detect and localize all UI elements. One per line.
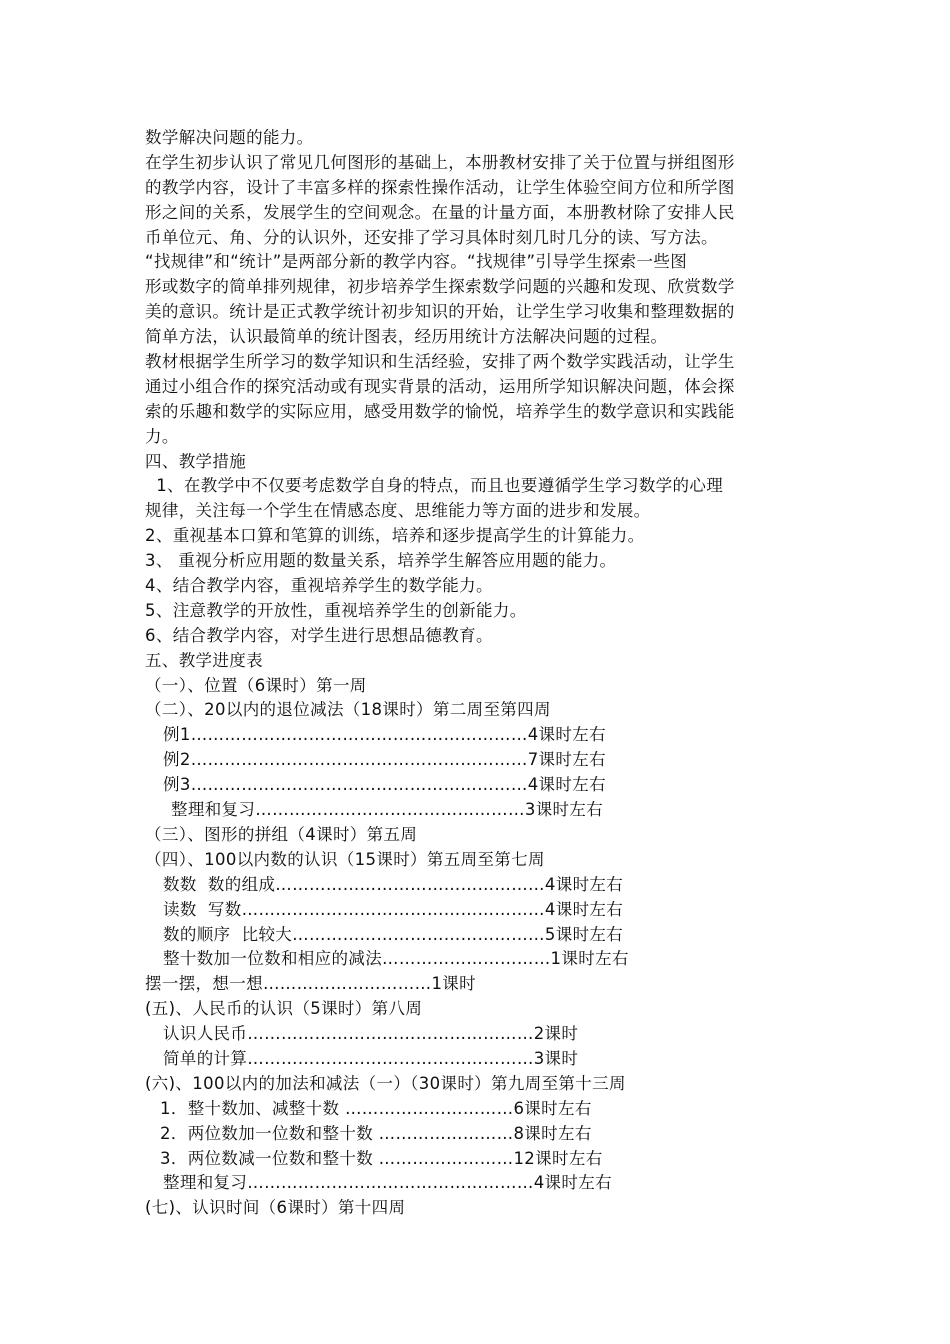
schedule-unit: (七)、认识时间（6课时）第十四周	[145, 1198, 406, 1218]
text-line: 的教学内容，设计了丰富多样的探索性操作活动，让学生体验空间方位和所学图	[145, 177, 735, 197]
text-line: 形或数字的简单排列规律，初步培养学生探索数学问题的兴趣和发现、欣赏数学	[145, 277, 735, 297]
text-line: 索的乐趣和数学的实际应用，感受用数学的愉悦，培养学生的数学意识和实践能	[145, 401, 735, 421]
schedule-item: 认识人民币……………………………………………2课时	[163, 1024, 579, 1044]
text-line: 币单位元、角、分的认识外，还安排了学习具体时刻几时几分的读、写方法。	[145, 227, 718, 247]
text-line: 简单方法，认识最简单的统计图表，经历用统计方法解决问题的过程。	[145, 327, 668, 347]
text-line: 1、在教学中不仅要考虑数学自身的特点，而且也要遵循学生学习数学的心理	[145, 476, 724, 496]
text-line: 通过小组合作的探究活动或有现实背景的活动，运用所学知识解决问题，体会探	[145, 376, 735, 396]
schedule-item: 数数 数的组成…………………………………………4课时左右	[163, 874, 624, 894]
section-heading: 五、教学进度表	[145, 650, 263, 670]
schedule-unit: （三）、图形的拼组（4课时）第五周	[145, 824, 418, 844]
text-line: 教材根据学生所学习的数学知识和生活经验，安排了两个数学实践活动，让学生	[145, 352, 735, 372]
document-page	[145, 126, 810, 1221]
text-line: 在学生初步认识了常见几何图形的基础上，本册教材安排了关于位置与拼组图形	[145, 152, 735, 172]
schedule-item: 3．两位数减一位数和整十数 ……………………12课时左右	[160, 1148, 603, 1168]
schedule-item: 读数 写数………………………………………………4课时左右	[163, 899, 624, 919]
schedule-unit: （一）、位置（6课时）第一周	[145, 675, 367, 695]
schedule-item: 例1……………………………………………………4课时左右	[163, 725, 606, 745]
text-line: 4、结合教学内容，重视培养学生的数学能力。	[145, 576, 493, 596]
text-line: 数学解决问题的能力。	[145, 128, 314, 147]
text-line: 美的意识。统计是正式教学统计初步知识的开始，让学生学习收集和整理数据的	[145, 302, 735, 322]
text-line: 5、注意教学的开放性，重视培养学生的创新能力。	[145, 600, 527, 620]
schedule-item: 2．两位数加一位数和整十数 ……………………8课时左右	[160, 1123, 592, 1143]
schedule-item: 数的顺序 比较大………………………………………5课时左右	[163, 924, 624, 944]
schedule-unit: （二）、20以内的退位减法（18课时）第二周至第四周	[145, 700, 551, 720]
schedule-item: 整理和复习…………………………………………3课时左右	[171, 800, 604, 820]
text-line: 6、结合教学内容，对学生进行思想品德教育。	[145, 625, 493, 645]
schedule-item: 例2……………………………………………………7课时左右	[163, 750, 606, 770]
schedule-item: 整理和复习……………………………………………4课时左右	[163, 1173, 612, 1193]
section-heading: 四、教学措施	[145, 451, 247, 471]
schedule-item: 摆一摆，想一想…………………………1课时	[145, 974, 476, 994]
schedule-unit: (六)、100以内的加法和减法（一）（30课时）第九周至第十三周	[145, 1073, 626, 1093]
text-line: 规律，关注每一个学生在情感态度、思维能力等方面的进步和发展。	[145, 501, 651, 521]
text-line: 3、 重视分析应用题的数量关系，培养学生解答应用题的能力。	[145, 551, 617, 571]
schedule-item: 简单的计算……………………………………………3课时	[163, 1048, 579, 1068]
text-line: 力。	[145, 426, 179, 446]
schedule-unit: (五)、人民币的认识（5课时）第八周	[145, 999, 423, 1019]
text-line: 形之间的关系，发展学生的空间观念。在量的计量方面，本册教材除了安排人民	[145, 202, 735, 222]
schedule-unit: （四）、100以内数的认识（15课时）第五周至第七周	[145, 849, 545, 869]
schedule-item: 例3……………………………………………………4课时左右	[163, 775, 606, 795]
text-line: “找规律”和“统计”是两部分新的教学内容。“找规律”引导学生探索一些图	[145, 252, 688, 272]
schedule-item: 1．整十数加、减整十数 …………………………6课时左右	[160, 1098, 592, 1118]
text-line: 2、重视基本口算和笔算的训练，培养和逐步提高学生的计算能力。	[145, 526, 645, 546]
schedule-item: 整十数加一位数和相应的减法…………………………1课时左右	[163, 949, 629, 969]
